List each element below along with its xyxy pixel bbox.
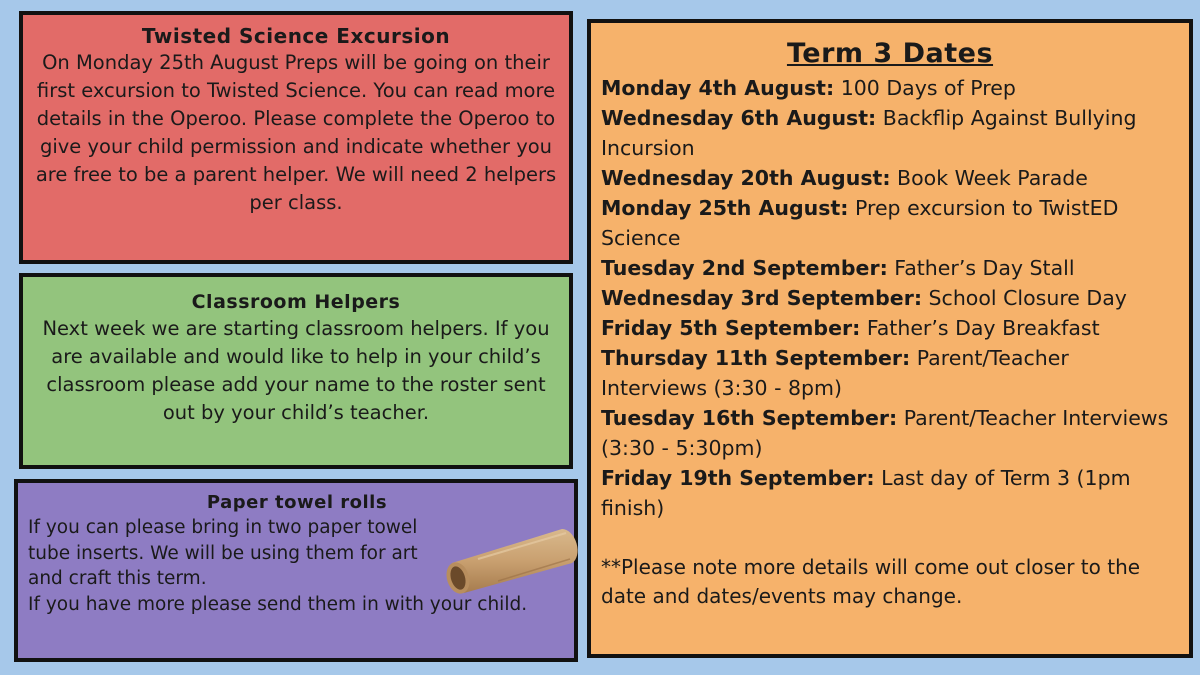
paper-towel-panel (14, 479, 578, 662)
date-entry: Monday 4th August: 100 Days of Prep (601, 76, 1016, 100)
excursion-body: On Monday 25th August Preps will be going on their first excursion to Twisted Science. You can read more details in the Operoo. Please complete the Operoo to give your child permission and indicate whether you are free to be a parent helper. We will need 2 helpers per class. (35, 51, 557, 214)
date-entry: Friday 19th September: Last day of Term 3 (1pm finish) (601, 466, 1131, 520)
excursion-title: Twisted Science Excursion (141, 24, 451, 48)
date-entry: Wednesday 3rd September: School Closure Day (601, 286, 1127, 310)
date-entry: Tuesday 16th September: Parent/Teacher Interviews (3:30 - 5:30pm) (601, 406, 1169, 460)
paper-towel-tube-image (438, 523, 578, 595)
date-entry: Friday 5th September: Father’s Day Breakfast (601, 316, 1100, 340)
excursion-panel (19, 11, 573, 264)
term-dates-title: Term 3 Dates (786, 38, 994, 69)
classroom-helpers-panel (19, 273, 573, 469)
term-dates-note: **Please note more details will come out closer to the date and dates/events may change. (601, 555, 1141, 608)
helpers-title: Classroom Helpers (191, 291, 401, 313)
date-entry: Wednesday 6th August: Backflip Against Bullying Incursion (601, 106, 1137, 160)
towel-title: Paper towel rolls (206, 492, 388, 513)
date-entry: Wednesday 20th August: Book Week Parade (601, 166, 1088, 190)
towel-body-1: If you can please bring in two paper towel tube inserts. We will be using them for art and craft this term. (28, 517, 418, 589)
term-dates-list (601, 73, 1179, 523)
date-entry: Monday 25th August: Prep excursion to TwistED Science (601, 196, 1119, 250)
date-entry: Thursday 11th September: Parent/Teacher Interviews (3:30 - 8pm) (601, 346, 1069, 400)
term-dates-panel (587, 19, 1193, 658)
date-entry: Tuesday 2nd September: Father’s Day Stall (601, 256, 1075, 280)
helpers-body: Next week we are starting classroom helpers. If you are available and would like to help in your child’s classroom please add your name to the roster sent out by your child’s teacher. (42, 317, 550, 424)
towel-body-2: If you have more please send them in with your child. (28, 593, 528, 615)
